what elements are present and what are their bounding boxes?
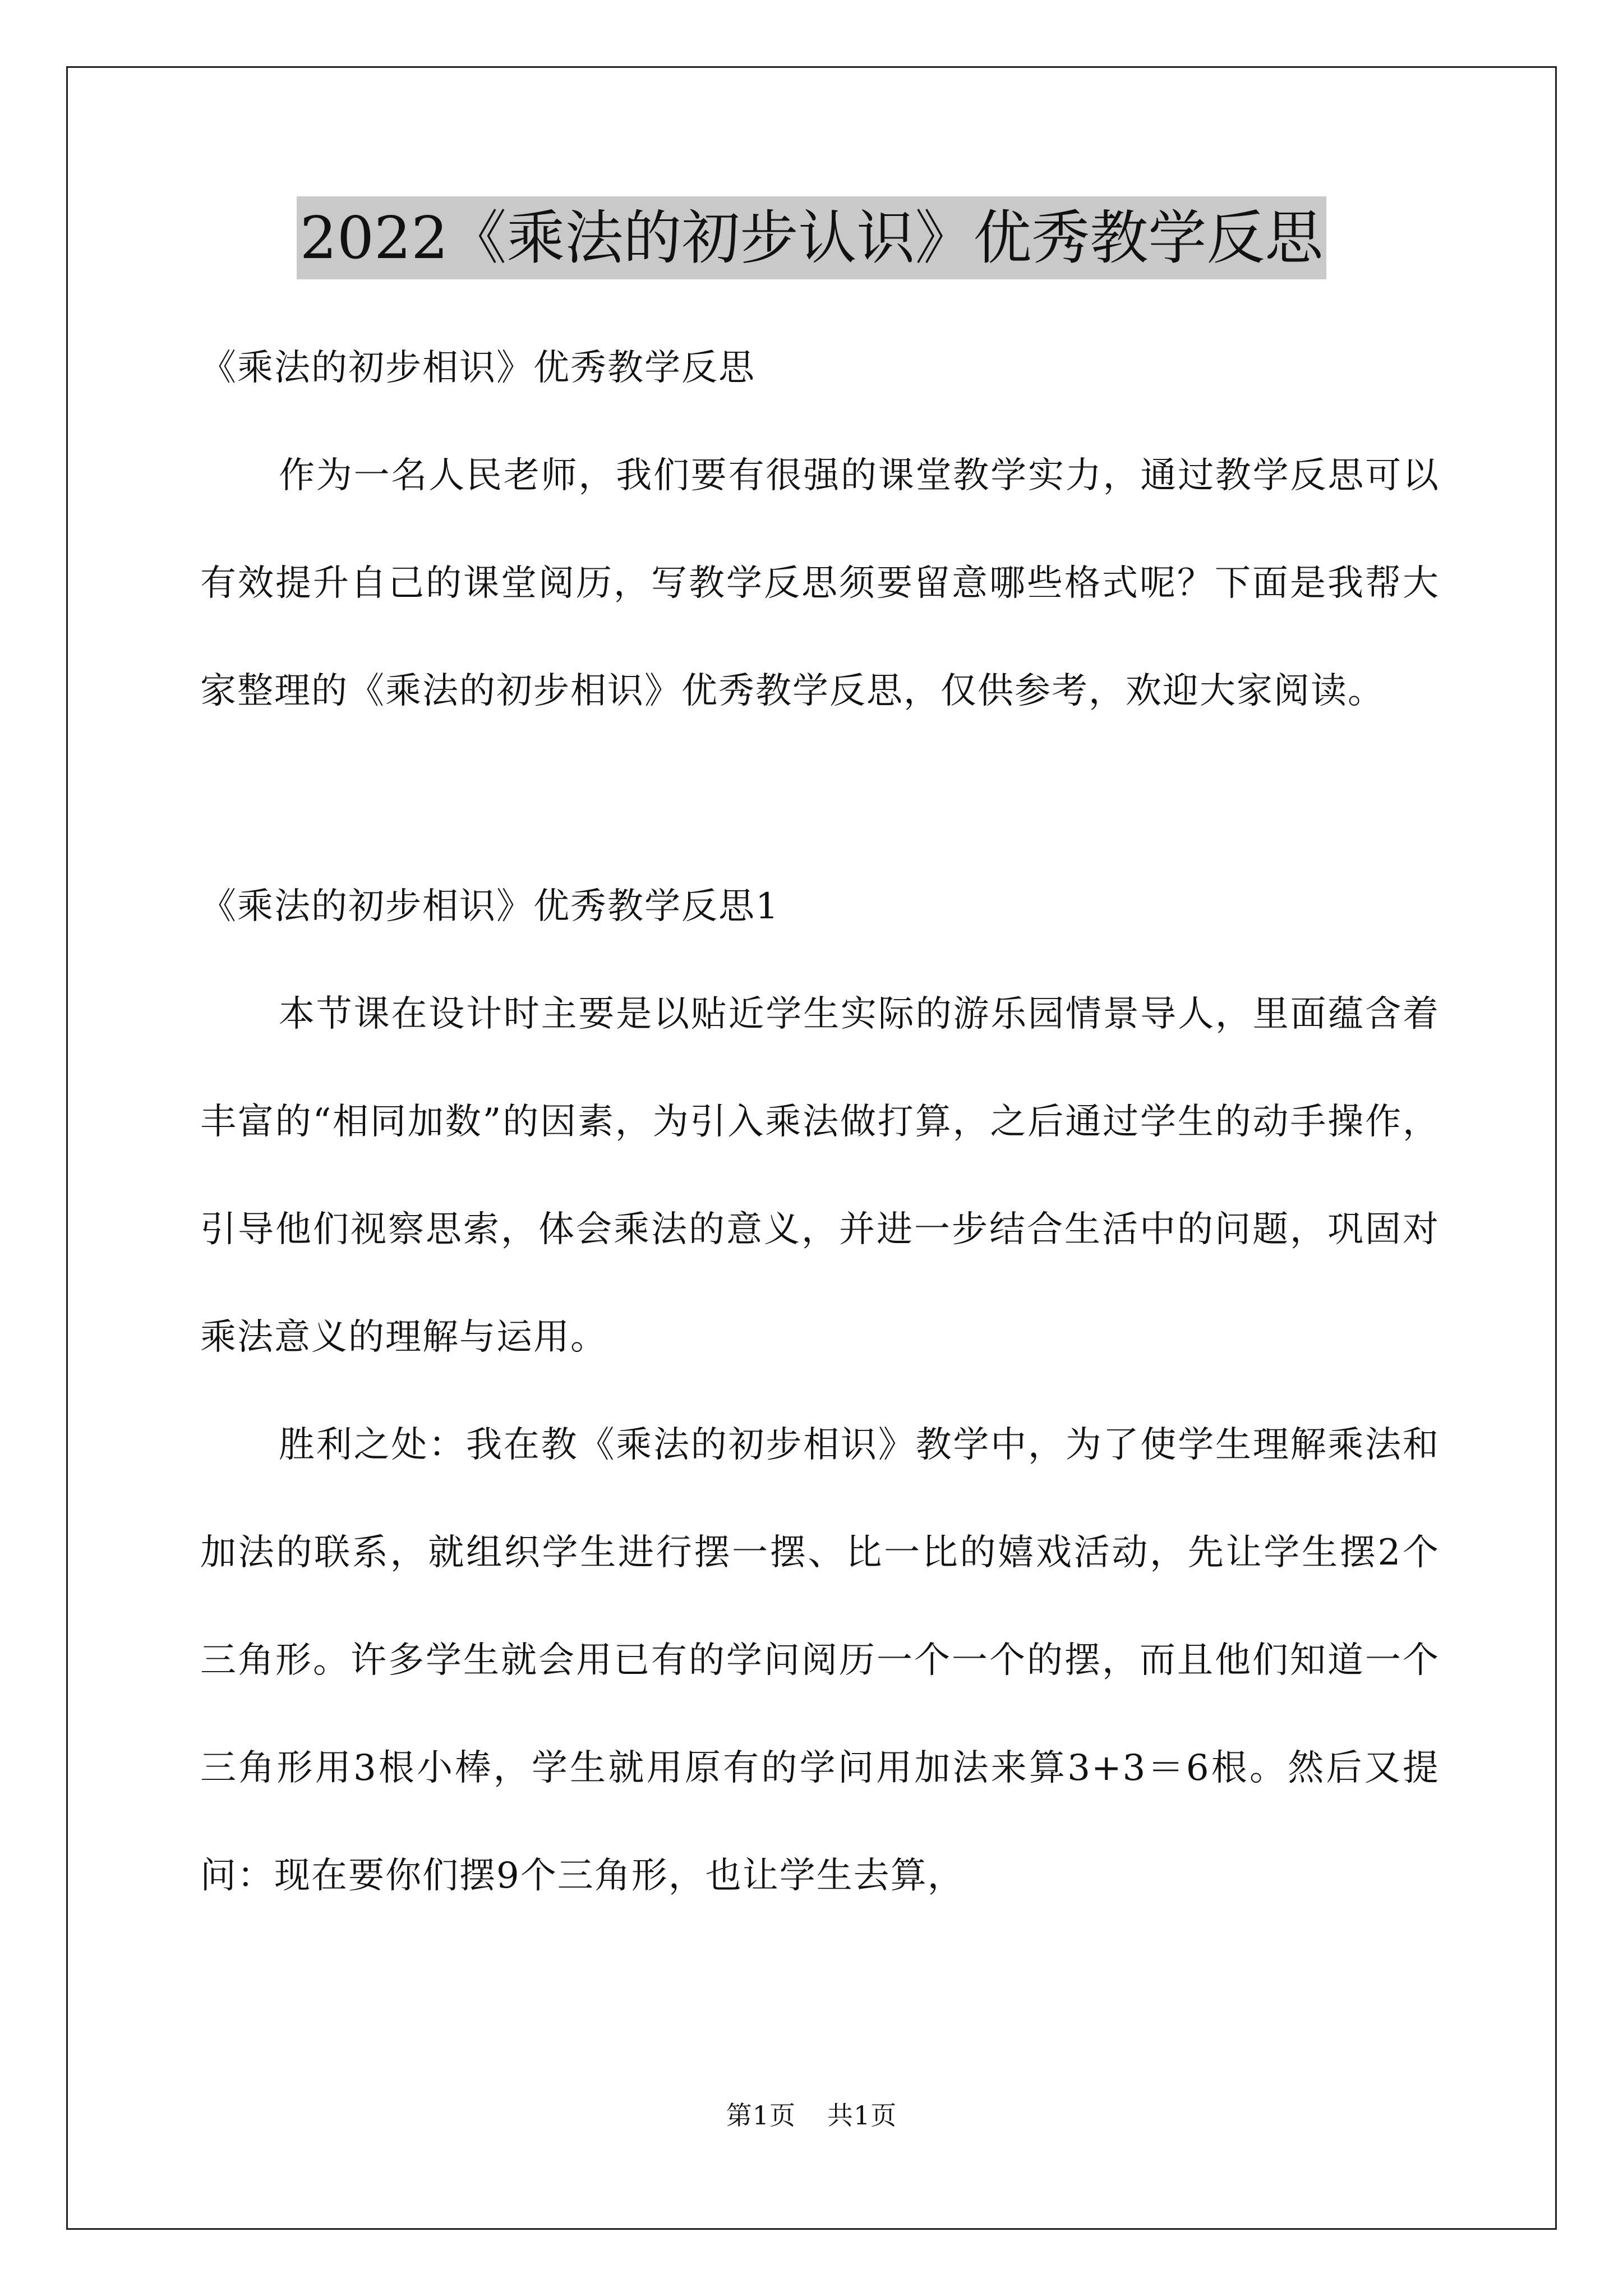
page-footer xyxy=(0,2095,1623,2132)
intro-paragraph: 作为一名人民老师，我们要有很强的课堂教学实力，通过教学反思可以有效提升自己的课堂阅历，写教学反思须要留意哪些格式呢？下面是我帮大家整理的《乘法的初步相识》优秀教学反思，仅供参考，欢迎大家阅读。 xyxy=(200,455,1440,712)
document-title: 2022《乘法的初步认识》优秀教学反思 xyxy=(297,196,1327,279)
body-paragraph: 胜利之处：我在教《乘法的初步相识》教学中，为了使学生理解乘法和加法的联系，就组织学生进行摆一摆、比一比的嬉戏活动，先让学生摆2个三角形。许多学生就会用已有的学问阅历一个一个的摆，而且他们知道一个三角形用3根小棒，学生就用原有的学问用加法来算3+3＝6根。然后又提问：现在要你们摆9个三角形，也让学生去算， xyxy=(200,1424,1440,1897)
section-heading: 《乘法的初步相识》优秀教学反思1 xyxy=(200,886,780,927)
document-subtitle: 《乘法的初步相识》优秀教学反思 xyxy=(200,347,755,389)
title-area xyxy=(0,196,1623,279)
blank-line xyxy=(200,745,1440,853)
page-total: 共1页 xyxy=(827,2100,897,2131)
document-body xyxy=(200,314,1440,1930)
page-number: 第1页 xyxy=(726,2100,796,2131)
body-paragraph: 本节课在设计时主要是以贴近学生实际的游乐园情景导人，里面蕴含着丰富的“相同加数”的因素，为引入乘法做打算，之后通过学生的动手操作，引导他们视察思索，体会乘法的意义，并进一步结合生活中的问题，巩固对乘法意义的理解与运用。 xyxy=(200,993,1440,1358)
